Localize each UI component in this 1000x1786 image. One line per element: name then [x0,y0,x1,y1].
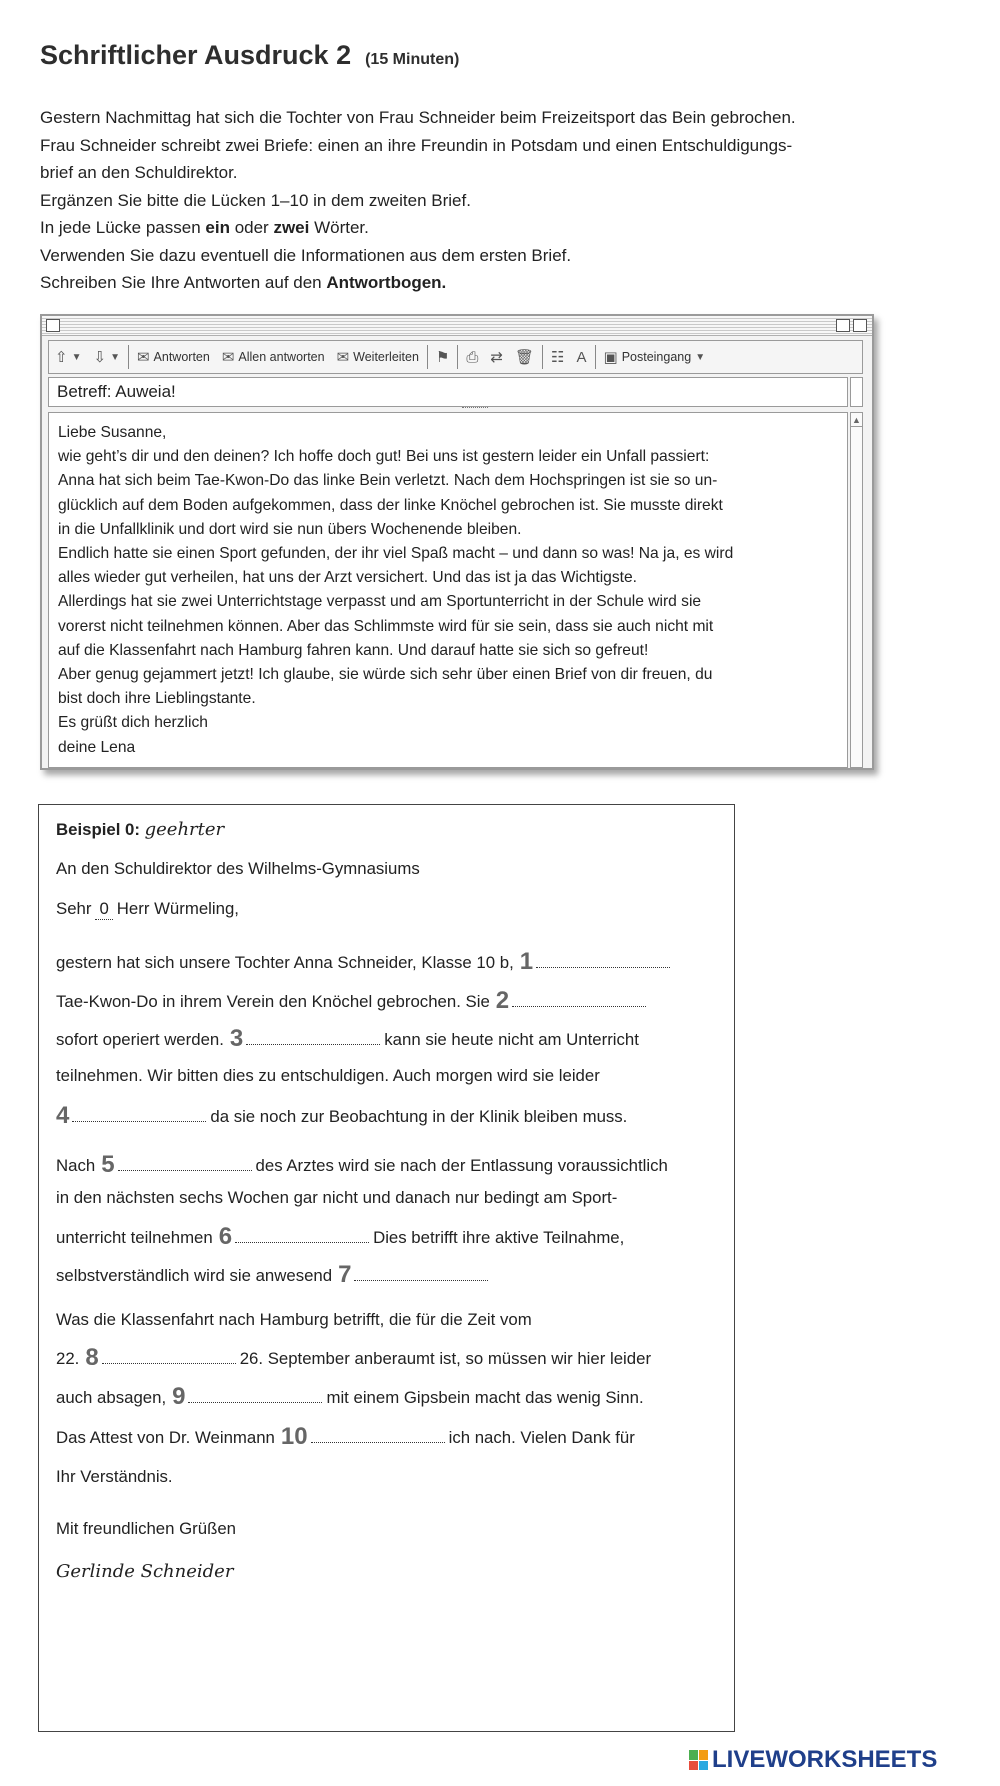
example-gap: 0 [95,899,112,920]
gap-number: 2 [495,987,510,1014]
gap-input-3[interactable] [246,1031,380,1045]
instructions [40,104,960,297]
toolbar-divider [427,345,428,369]
trash-icon: 🗑 [514,349,535,366]
gap-input-6[interactable] [235,1229,369,1243]
logo-square [699,1750,708,1760]
letter-text: Sehr [56,899,92,918]
letter-line [56,1422,635,1450]
reply-all-icon: ✉ [221,349,235,366]
gap-number: 7 [338,1261,352,1288]
instruction-line [40,214,960,242]
letter-text: Herr Würmeling, [116,899,239,918]
mail-window [40,314,874,770]
example-label: Beispiel 0: [56,820,140,839]
toolbar-divider [457,345,458,369]
contacts-button[interactable] [545,341,570,373]
gap-number: 9 [172,1383,186,1410]
mail-toolbar [48,340,863,374]
logo-square [689,1750,698,1760]
letter-text: mit einem Gipsbein macht das wenig Sinn. [326,1388,644,1407]
letter-text: Das Attest von Dr. Weinmann [56,1428,275,1447]
mail-body-line: glücklich auf dem Boden aufgekommen, dass der linke Knöchel gebrochen ist. Sie musste direkt [58,496,723,514]
printer-icon: ⎙ [466,348,479,366]
instruction-bold: ein [205,218,230,237]
mail-body-line: Aber genug gejammert jetzt! Ich glaube, sie würde sich sehr über einen Brief von dir freuen, du [58,666,713,684]
letter-text: 26. September anberaumt ist, so müssen wir hier leider [239,1349,652,1368]
reply-icon: ✉ [136,349,150,366]
reply-button[interactable] [131,341,216,373]
letter-text: da sie noch zur Beobachtung in der Klinik bleiben muss. [210,1107,628,1126]
letter-line [56,986,650,1014]
instruction-text: In jede Lücke passen [40,218,206,237]
letter-text: sofort operiert werden. [56,1030,224,1049]
pane-splitter[interactable] [462,407,488,411]
gap-number: 8 [85,1344,99,1371]
instruction-line: Frau Schneider schreibt zwei Briefe: einen an ihre Freundin in Potsdam und einen Entschuldigungs- [40,135,793,155]
chevron-down-icon: ▼ [110,351,120,363]
letter-line [56,1222,624,1250]
mail-body-line: Endlich hatte sie einen Sport gefunden, der ihr viel Spaß macht – und dann so was! Na ja, es wird [58,545,734,563]
gap-number: 10 [280,1423,308,1450]
scroll-up-icon[interactable]: ▲ [852,415,861,425]
font-icon: A [576,348,587,366]
letter-line: in den nächsten sechs Wochen gar nicht und danach nur bedingt am Sport- [56,1188,618,1207]
gap-number: 5 [101,1151,115,1178]
delete-button[interactable] [509,341,540,373]
toolbar-divider [595,345,596,369]
gap-input-9[interactable] [188,1389,322,1403]
letter-closing: Mit freundlichen Grüßen [56,1519,237,1538]
reply-label: Antworten [153,350,210,364]
instruction-line [40,269,960,297]
letter-line [56,1101,627,1129]
toolbar-divider [128,345,129,369]
instruction-text: Wörter. [309,218,369,237]
letter-text: Tae-Kwon-Do in ihrem Verein den Knöchel gebrochen. Sie [56,992,490,1011]
duration-label: (15 Minuten) [365,51,460,68]
flag-button[interactable] [430,341,455,373]
letter-line [56,1382,644,1410]
previous-message-button[interactable] [49,341,87,373]
letter-text: gestern hat sich unsere Tochter Anna Schneider, Klasse 10 b, [56,953,514,972]
title-text: Schriftlicher Ausdruck 2 [40,40,352,70]
liveworksheets-logo[interactable] [689,1745,937,1775]
letter-box [38,804,735,1732]
forward-icon: ✉ [336,349,350,366]
letter-signature: Gerlinde Schneider [56,1561,234,1582]
gap-input-2[interactable] [512,993,646,1007]
logo-square [689,1761,698,1771]
arrow-down-icon: ⇩ [93,349,107,366]
letter-text: des Arztes wird sie nach der Entlassung voraussichtlich [255,1156,668,1175]
gap-input-7[interactable] [354,1267,488,1281]
liveworksheets-logo-icon [689,1750,708,1770]
mail-body-line: alles wieder gut verheilen, hat uns der Arzt versichert. Und das ist ja das Wichtigste. [58,569,637,587]
mail-body-line: Es grüßt dich herzlich [58,714,208,732]
letter-line [56,1150,668,1178]
instruction-line: brief an den Schuldirektor. [40,163,238,182]
mail-body-line: auf die Klassenfahrt nach Hamburg fahren kann. Und darauf hatte sie sich so gefreut! [58,641,649,659]
instruction-line: Ergänzen Sie bitte die Lücken 1–10 in dem zweiten Brief. [40,190,471,210]
chevron-down-icon: ▼ [71,351,82,363]
subject-field: Betreff: Auweia! [48,377,848,407]
instruction-line: Gestern Nachmittag hat sich die Tochter von Frau Schneider beim Freizeitsport das Bein gebrochen. [40,108,796,127]
letter-line: teilnehmen. Wir bitten dies zu entschuldigen. Auch morgen wird sie leider [56,1066,600,1085]
letter-line [56,1024,639,1052]
instruction-line: Verwenden Sie dazu eventuell die Informationen aus dem ersten Brief. [40,245,572,265]
mail-body-line: Allerdings hat sie zwei Unterrichtstage verpasst und am Sportunterricht in der Schule wird sie [58,593,702,611]
address-book-icon: ☷ [551,349,565,366]
folder-icon: ▣ [603,349,618,366]
logo-square [699,1761,708,1771]
instruction-text: oder [229,218,274,237]
zoom-box-icon[interactable] [836,319,850,332]
close-box-icon[interactable] [46,319,60,332]
logo-text: LIVEWORKSHEETS [712,1746,938,1773]
page-title [40,40,459,71]
toolbar-divider [542,345,543,369]
gap-number: 6 [218,1223,233,1250]
mail-body [48,412,848,768]
instruction-bold: zwei [273,218,310,237]
font-button[interactable] [570,341,592,373]
chevron-down-icon: ▼ [695,351,706,363]
letter-line: Ihr Verständnis. [56,1467,173,1486]
letter-line [56,1260,492,1288]
letter-text: unterricht teilnehmen [56,1228,213,1247]
window-titlebar[interactable] [42,316,872,336]
mail-body-line: wie geht’s dir und den deinen? Ich hoffe doch gut! Bei uns ist gestern leider ein Unfall passiert: [58,448,710,466]
forward-button[interactable] [331,341,425,373]
letter-text: Nach [56,1156,96,1175]
redirect-icon: ⇄ [490,349,503,366]
mail-body-line: Anna hat sich beim Tae-Kwon-Do das linke Bein verletzt. Nach dem Hochspringen ist sie so un- [58,472,718,490]
letter-text: selbstverständlich wird sie anwesend [56,1266,333,1285]
gap-input-1[interactable] [536,954,670,968]
mail-body-line: vorerst nicht teilnehmen können. Aber das Schlimmste wird für sie sein, dass sie auch nicht mit [58,617,714,635]
mail-body-line: Liebe Susanne, [58,424,167,441]
reply-all-label: Allen antworten [238,350,325,364]
subject-side-panel [850,377,863,407]
next-message-button[interactable] [87,341,125,373]
letter-recipient: An den Schuldirektor des Wilhelms-Gymnasiums [56,859,420,878]
letter-text: Dies betrifft ihre aktive Teilnahme, [373,1228,625,1247]
letter-salutation [56,899,239,920]
letter-text: auch absagen, [56,1388,167,1407]
redirect-button[interactable] [484,341,509,373]
print-button[interactable] [460,341,484,373]
gap-number: 1 [519,948,534,975]
gap-number: 4 [56,1102,70,1129]
collapse-box-icon[interactable] [853,319,867,332]
letter-text: kann sie heute nicht am Unterricht [384,1030,639,1049]
inbox-label: Posteingang [621,350,692,364]
gap-input-5[interactable] [118,1157,252,1171]
mail-body-line: deine Lena [58,738,136,756]
example-line [56,819,224,840]
mail-body-line: bist doch ihre Lieblingstante. [58,690,256,708]
reply-all-button[interactable] [216,341,331,373]
mail-scrollbar[interactable] [850,412,863,768]
flag-icon: ⚑ [435,349,450,366]
gap-input-4[interactable] [72,1108,206,1122]
instruction-text: Schreiben Sie Ihre Antworten auf den [40,273,327,292]
letter-text: 22. [56,1349,80,1368]
mail-body-line: in die Unfallklinik und dort wird sie nun übers Wochenende bleiben. [58,520,522,538]
instruction-bold: Antwortbogen. [326,273,447,292]
letter-line: Was die Klassenfahrt nach Hamburg betrifft, die für die Zeit vom [56,1310,532,1329]
arrow-up-icon: ⇧ [55,349,68,366]
example-answer: geehrter [144,819,225,840]
gap-number: 3 [229,1025,244,1052]
forward-label: Weiterleiten [353,350,419,364]
letter-line [56,947,674,975]
gap-input-10[interactable] [311,1429,445,1443]
letter-text: ich nach. Vielen Dank für [448,1428,635,1447]
inbox-dropdown[interactable] [598,341,712,373]
letter-line [56,1343,651,1371]
gap-input-8[interactable] [102,1350,236,1364]
